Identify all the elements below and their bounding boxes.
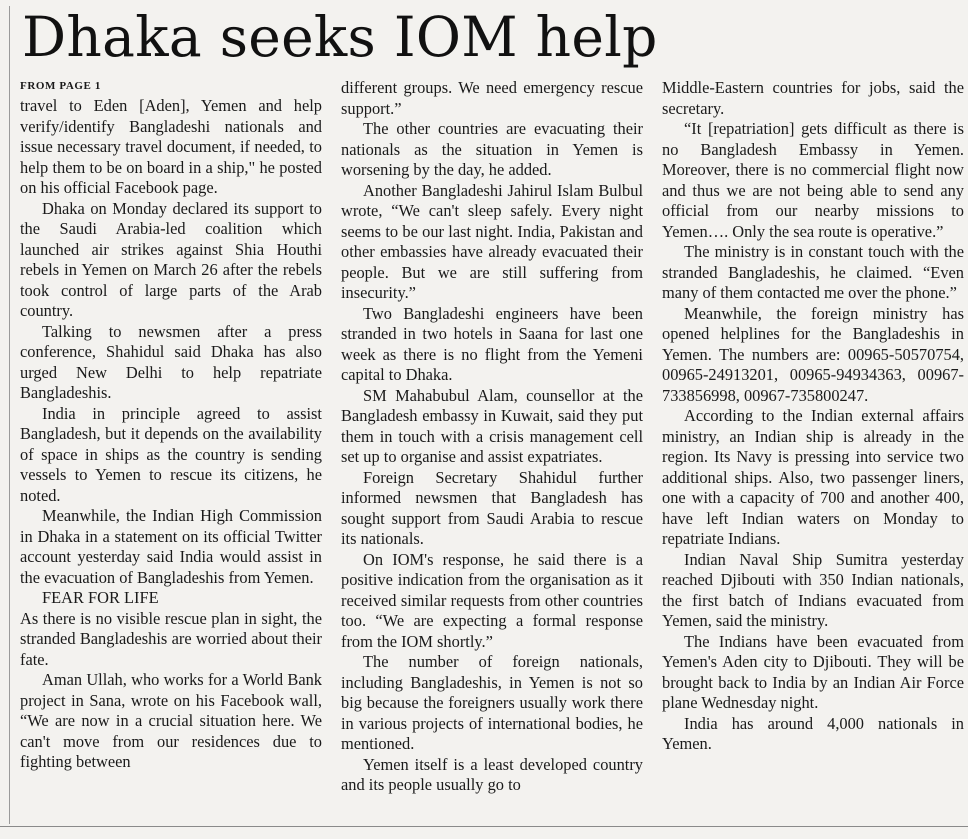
paragraph: India in principle agreed to assist Bangladesh, but it depends on the availability of space in ships as the country is sending vessels to Yemen to rescue its citizens, he noted. [20,403,322,505]
paragraph: Yemen itself is a least developed country and its people usually go to [341,754,643,794]
paragraph: Meanwhile, the Indian High Commission in Dhaka in a statement on its official Twitter account yesterday said India would assist in the evacuation of Bangladeshis from Yemen. [20,506,322,587]
paragraph: Aman Ullah, who works for a World Bank project in Sana, wrote on his Facebook wall, “We are now in a crucial situation here. We can't move from our residences due to fighting between [20,670,322,771]
paragraph: “It [repatriation] gets difficult as there is no Bangladesh Embassy in Yemen. Moreover, there is no commercial flight now and thus we are not being able to send any official from our nearby missions to Yemen…. Only the sea route is operative.” [662,119,964,241]
paragraph: Two Bangladeshi engineers have been stranded in two hotels in Saana for last one week as there is no flight from the Yemeni capital to Dhaka. [341,303,643,384]
paragraph: The number of foreign nationals, including Bangladeshis, in Yemen is not so big because the foreigners usually work there in various projects of international bodies, he mentioned. [341,652,643,753]
paragraph: India has around 4,000 nationals in Yemen. [662,713,964,753]
paragraph: Dhaka on Monday declared its support to the Saudi Arabia-led coalition which launched air strikes against Shia Houthi rebels in Yemen on March 26 after the rebels took control of large parts of the Arab country. [20,198,322,320]
headline: Dhaka seeks IOM help [22,5,658,69]
paragraph: According to the Indian external affairs ministry, an Indian ship is already in the region. Its Navy is pressing into service two additional ships. Also, two passenger liners, one with a capacity of 700 and another 400, have left Indian waters on Monday to repatriate Indians. [662,406,964,548]
paragraph: The ministry is in constant touch with the stranded Bangladeshis, he claimed. “Even many of them contacted me over the phone.” [662,242,964,302]
paragraph: Middle-Eastern countries for jobs, said the secretary. [662,78,964,118]
paragraph: On IOM's response, he said there is a positive indication from the organisation as it received similar requests from other countries too. “We are expecting a formal response from the IOM shortly.” [341,549,643,651]
paragraph: The other countries are evacuating their nationals as the situation in Yemen is worsening by the day, he added. [341,119,643,179]
paragraph: different groups. We need emergency rescue support.” [341,78,643,118]
paragraph: Foreign Secretary Shahidul further informed newsmen that Bangladesh has sought support from Saudi Arabia to rescue its nationals. [341,467,643,548]
paragraph: Another Bangladeshi Jahirul Islam Bulbul wrote, “We can't sleep safely. Every night seems to be our last night. India, Pakistan and other embassies have already evacuated their people. But we are still suffering from insecurity.” [341,180,643,302]
section-subhead: FEAR FOR LIFE [42,588,159,607]
article-column-1 [20,78,322,773]
continuation-kicker: FROM PAGE 1 [20,80,101,92]
article-column-2 [341,78,643,796]
paragraph: Indian Naval Ship Sumitra yesterday reached Djibouti with 350 Indian nationals, the first batch of Indians evacuated from Yemen, said the ministry. [662,549,964,630]
article-column-3 [662,78,964,755]
paragraph: Talking to newsmen after a press conference, Shahidul said Dhaka has also urged New Delhi to help repatriate Bangladeshis. [20,321,322,402]
paragraph: Meanwhile, the foreign ministry has opened helplines for the Bangladeshis in Yemen. The numbers are: 00965-50570754, 00965-24913201, 00965-94934363, 00967-733856998, 00967-735800247. [662,303,964,405]
left-column-rule [9,6,10,824]
paragraph: SM Mahabubul Alam, counsellor at the Bangladesh embassy in Kuwait, said they put them in touch with a crisis management cell set up to organise and assist expatriates. [341,385,643,466]
paragraph: The Indians have been evacuated from Yemen's Aden city to Djibouti. They will be brought back to India by an Indian Air Force plane Wednesday night. [662,631,964,712]
paragraph: travel to Eden [Aden], Yemen and help verify/identify Bangladeshi nationals and issue necessary travel document, if needed, to help them to be on board in a ship," he posted on his official Facebook page. [20,96,322,197]
bottom-rule [0,826,968,827]
paragraph: As there is no visible rescue plan in sight, the stranded Bangladeshis are worried about their fate. [20,608,322,669]
